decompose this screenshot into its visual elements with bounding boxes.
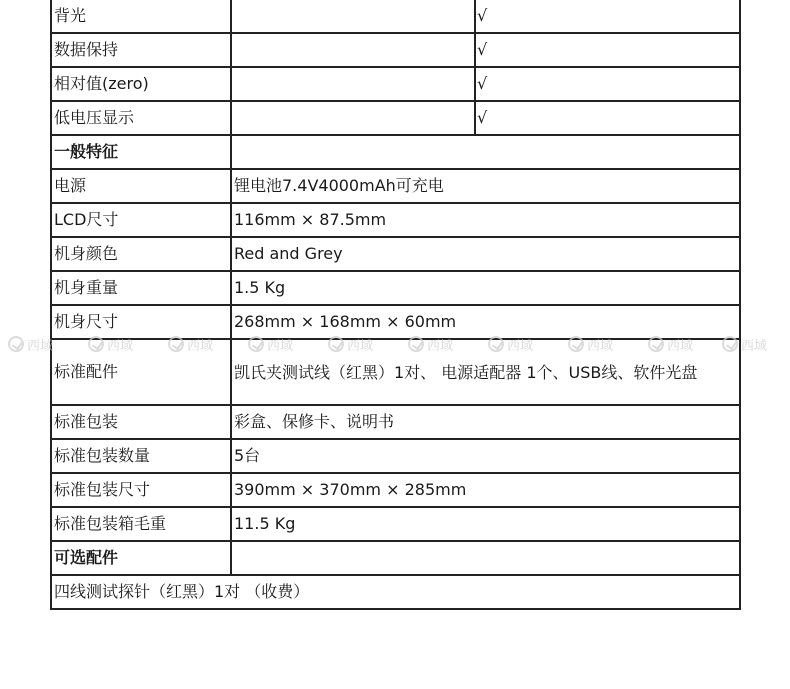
section-header-row bbox=[51, 541, 740, 575]
checkmark: √ bbox=[475, 101, 740, 135]
watermark-mark bbox=[8, 331, 53, 357]
table-row bbox=[51, 67, 740, 101]
watermark-text: 西域 bbox=[267, 338, 294, 354]
spec-label: 标准包装 bbox=[51, 405, 231, 439]
spec-empty-cell bbox=[231, 33, 475, 67]
watermark-text: 西域 bbox=[741, 338, 768, 354]
spec-value: Red and Grey bbox=[231, 237, 740, 271]
watermark-text: 西域 bbox=[27, 338, 54, 354]
spec-label: 机身尺寸 bbox=[51, 305, 231, 339]
spec-empty-cell bbox=[231, 0, 475, 33]
section-title-general: 一般特征 bbox=[51, 135, 231, 169]
spec-label: 标准包装数量 bbox=[51, 439, 231, 473]
spec-label: 机身颜色 bbox=[51, 237, 231, 271]
watermark-text: 西域 bbox=[667, 338, 694, 354]
spec-label: 电源 bbox=[51, 169, 231, 203]
table-row bbox=[51, 33, 740, 67]
checkmark: √ bbox=[475, 33, 740, 67]
table-row bbox=[51, 237, 740, 271]
section-empty-cell bbox=[231, 541, 740, 575]
spec-value: 268mm × 168mm × 60mm bbox=[231, 305, 740, 339]
table-row bbox=[51, 0, 740, 33]
spec-label: 标准包装尺寸 bbox=[51, 473, 231, 507]
table-row bbox=[51, 169, 740, 203]
watermark-text: 西域 bbox=[587, 338, 614, 354]
table-row bbox=[51, 507, 740, 541]
spec-value: 凯氏夹测试线（红黑）1对、 电源适配器 1个、USB线、软件光盘 bbox=[231, 339, 740, 405]
spec-label: 标准配件 bbox=[51, 339, 231, 405]
table-row bbox=[51, 473, 740, 507]
section-empty-cell bbox=[231, 135, 740, 169]
spec-value: 11.5 Kg bbox=[231, 507, 740, 541]
table-row bbox=[51, 305, 740, 339]
watermark-text: 西域 bbox=[187, 338, 214, 354]
table-row bbox=[51, 405, 740, 439]
watermark-logo-icon bbox=[8, 336, 24, 352]
checkmark: √ bbox=[475, 67, 740, 101]
spec-value: 116mm × 87.5mm bbox=[231, 203, 740, 237]
spec-value: 彩盒、保修卡、说明书 bbox=[231, 405, 740, 439]
spec-label: 背光 bbox=[51, 0, 231, 33]
table-row bbox=[51, 101, 740, 135]
spec-value: 1.5 Kg bbox=[231, 271, 740, 305]
spec-label: 机身重量 bbox=[51, 271, 231, 305]
spec-label: LCD尺寸 bbox=[51, 203, 231, 237]
checkmark: √ bbox=[475, 0, 740, 33]
spec-label: 低电压显示 bbox=[51, 101, 231, 135]
spec-label: 数据保持 bbox=[51, 33, 231, 67]
spec-table bbox=[50, 0, 741, 610]
spec-label: 标准包装箱毛重 bbox=[51, 507, 231, 541]
spec-empty-cell bbox=[231, 67, 475, 101]
table-row bbox=[51, 575, 740, 609]
table-row bbox=[51, 339, 740, 405]
spec-value: 锂电池7.4V4000mAh可充电 bbox=[231, 169, 740, 203]
section-title-optional: 可选配件 bbox=[51, 541, 231, 575]
spec-label: 相对值(zero) bbox=[51, 67, 231, 101]
table-row bbox=[51, 439, 740, 473]
watermark-text: 西域 bbox=[347, 338, 374, 354]
table-row bbox=[51, 203, 740, 237]
watermark-text: 西域 bbox=[427, 338, 454, 354]
table-row bbox=[51, 271, 740, 305]
spec-value: 5台 bbox=[231, 439, 740, 473]
spec-value: 390mm × 370mm × 285mm bbox=[231, 473, 740, 507]
watermark-text: 西域 bbox=[107, 338, 134, 354]
optional-accessory-item: 四线测试探针（红黑）1对 （收费） bbox=[51, 575, 740, 609]
spec-empty-cell bbox=[231, 101, 475, 135]
watermark-text: 西域 bbox=[507, 338, 534, 354]
section-header-row bbox=[51, 135, 740, 169]
